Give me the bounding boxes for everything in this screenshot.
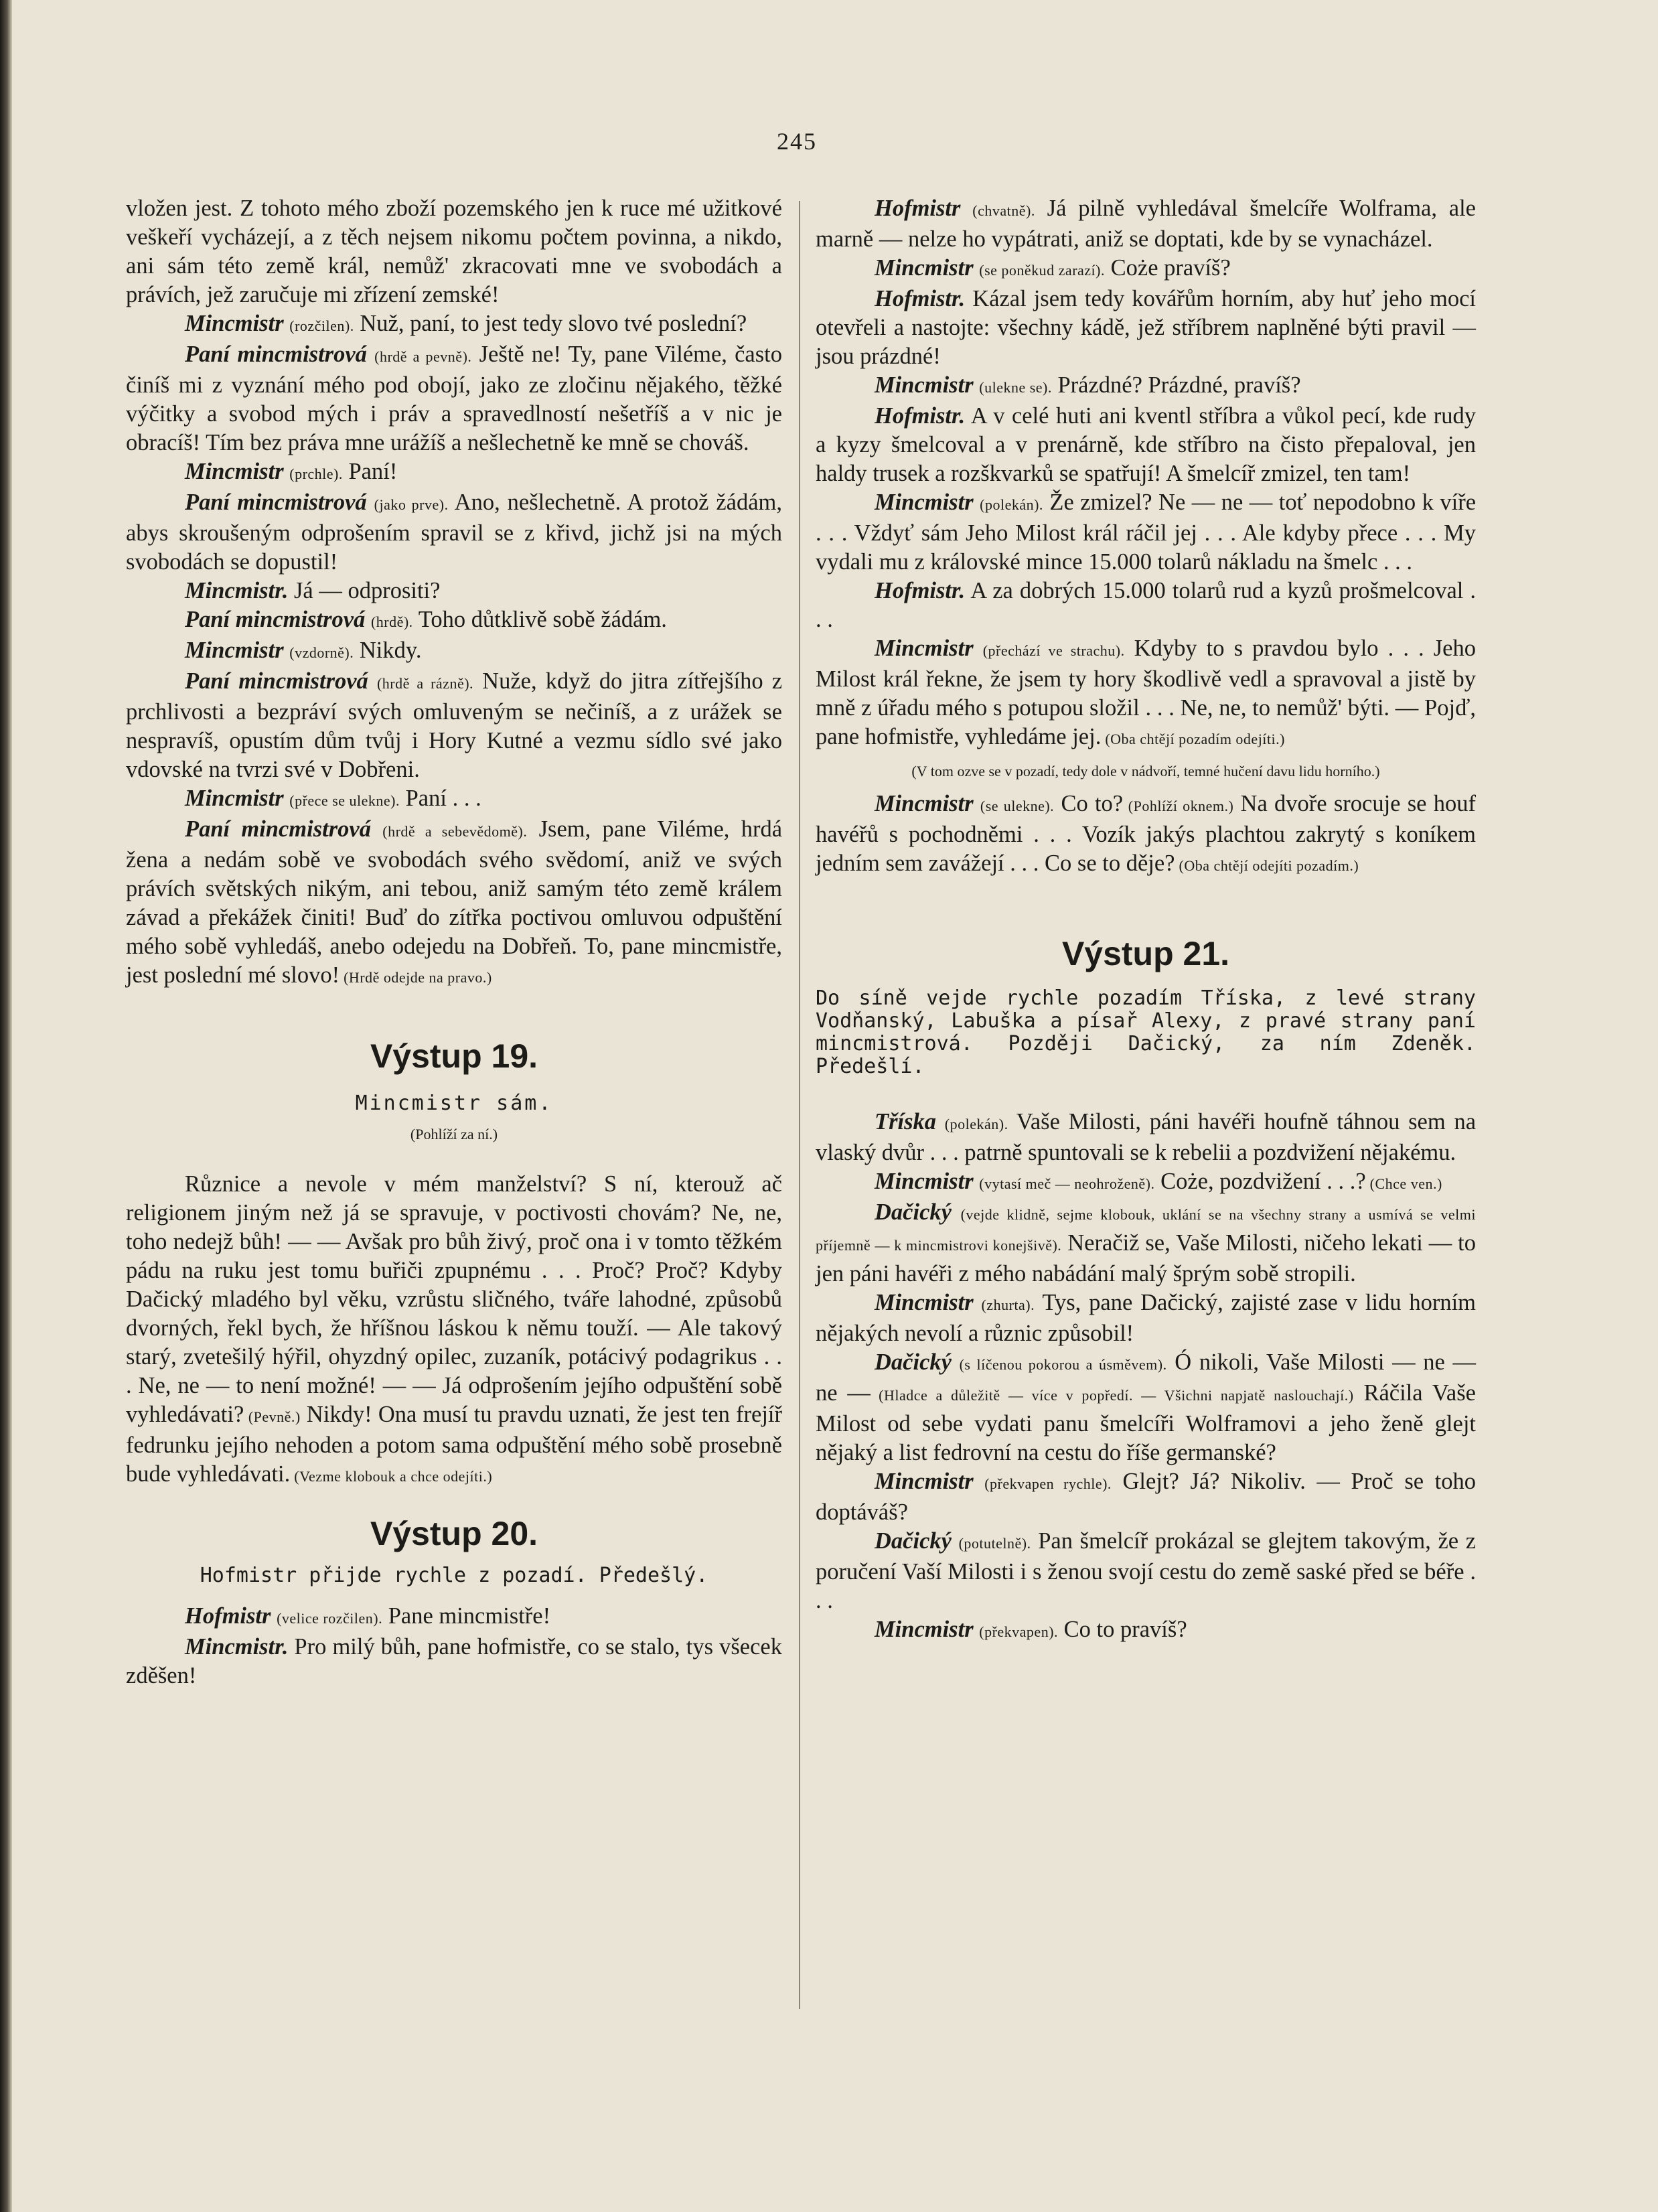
dialogue-text: Co to? bbox=[1054, 791, 1124, 816]
speaker: Mincmistr bbox=[875, 1169, 974, 1194]
speaker: Mincmistr bbox=[875, 636, 974, 661]
stage-direction: (ulekne se). bbox=[979, 379, 1052, 396]
dialogue-text: Pan šmelcíř prokázal se glejtem takovým, že z poručení Vaší Milosti i s ženou svojí cestu do země saské před se béře . . . bbox=[816, 1528, 1477, 1613]
dialogue-text: A za dobrých 15.000 tolarů rud a kyzů prošmelcoval . . . bbox=[816, 578, 1476, 632]
left-column bbox=[126, 194, 782, 1690]
dialogue-text: Tys, pane Dačický, zajisté zase v lidu horním nějakých nevolí a různic způsobil! bbox=[816, 1290, 1476, 1346]
scene-cast: Mincmistr sám. bbox=[355, 1092, 553, 1115]
dialogue-text: Coże, pozdvižení . . .? bbox=[1154, 1169, 1366, 1194]
dialogue-text: Jsem, pane Viléme, hrdá žena a nedám sobě ve svobodách svého svědomí, aniž ve svých právích světských nikým, ani tebou, aniž samým této země králem závad a překážek činiti! Buď do zítřka poctivou omluvou odpuštění mého sobě vyhledáš, anebo odejedu na Dobřeň. To, pane mincmistře, jest poslední mé slovo! bbox=[126, 816, 783, 988]
dialogue-text: A v celé huti ani kventl stříbra a vůkol pecí, kde rudy a kyzy šmelcoval a v prenárně, kde stříbro na čisto přepaloval, jen haldy trusek a rozškvarků se spatřují! A šmelcíř zmizel, ten tam! bbox=[816, 403, 1476, 486]
dialogue-line bbox=[816, 194, 1476, 254]
dialogue-line bbox=[126, 667, 782, 784]
dialogue-line bbox=[126, 815, 782, 992]
stage-direction: (Oba chtějí pozadím odejíti.) bbox=[1101, 731, 1285, 747]
dialogue-text: Nuže, když do jitra zítřejšího z prchlivosti a bezpráví svých omluveným se nečiníš, a z urážek se nespravíš, opustím dům tvůj i Hory Kutné a vezmu sídlo své jako vdovské na tvrzi své v Dobřeni. bbox=[126, 668, 783, 782]
stage-direction: (Pohlíží za ní.) bbox=[410, 1126, 498, 1142]
scene-heading: Výstup 21. bbox=[1061, 935, 1230, 972]
stage-direction: (s líčenou pokorou a úsměvem). bbox=[959, 1356, 1167, 1373]
speaker: Tříska bbox=[875, 1109, 937, 1134]
dialogue-line bbox=[816, 1467, 1476, 1527]
dialogue-line bbox=[816, 1288, 1476, 1348]
dialogue-text: Já pilně vyhledával šmelcíře Wolframa, ale marně — nelze ho vypátrati, aniž se doptati, kde by se vynacházel. bbox=[816, 196, 1476, 252]
stage-direction: (přece se ulekne). bbox=[289, 792, 400, 809]
dialogue-text: Nuž, paní, to jest tedy slovo tvé poslední? bbox=[354, 311, 747, 336]
stage-direction: (se ulekne). bbox=[980, 798, 1055, 814]
dialogue-text: Vaše Milosti, páni havéři houfně táhnou sem na vlaský dvůr . . . patrně spuntovali se k rebelii a pozdvižení nějakému. bbox=[816, 1109, 1477, 1165]
stage-direction: (polekán). bbox=[980, 496, 1043, 513]
dialogue-line bbox=[816, 577, 1476, 634]
stage-direction: (chvatně). bbox=[972, 202, 1035, 219]
speaker: Mincmistr. bbox=[185, 578, 289, 603]
speaker: Mincmistr bbox=[875, 490, 974, 515]
scene-cast: Hofmistr přijde rychle z pozadí. Předešlý. bbox=[200, 1564, 708, 1587]
dialogue-text: Ještě ne! Ty, pane Viléme, často činíš mi z vyznání mého pod obojí, jako ze zločinu nějakého, těžké výčitky a svobod mých i práv a spravedlností nešetříš a v nic je obracíš! Tím bez práva mne urážíš a nešlechetně ke mně se chováš. bbox=[126, 342, 783, 455]
dialogue-text: Glejt? Já? Nikoliv. — Proč se toho doptáváš? bbox=[816, 1469, 1476, 1525]
stage-direction: (vzdorně). bbox=[289, 644, 354, 661]
dialogue-text: Ráčila Vaše Milost od sebe vydati panu šmelcíři Wolframovi a jeho ženě glejt nějaký a list fedrovní na cestu do říše germanské? bbox=[816, 1380, 1476, 1465]
speaker: Mincmistr bbox=[875, 255, 974, 281]
dialogue-line bbox=[816, 1348, 1476, 1467]
speaker: Hofmistr bbox=[875, 196, 961, 221]
speaker: Dačický bbox=[875, 1199, 952, 1225]
dialogue-text: Paní . . . bbox=[400, 786, 481, 811]
dialogue-line bbox=[126, 309, 782, 340]
dialogue-text: Ano, nešlechetně. A protož žádám, abys skroušeným odprošením spravil se z křivd, jichž jsi na mých svobodách se dopustil! bbox=[126, 490, 782, 575]
speaker: Mincmistr bbox=[875, 1290, 974, 1315]
dialogue-line bbox=[816, 1615, 1476, 1646]
dialogue-line bbox=[816, 1108, 1476, 1167]
speaker: Mincmistr bbox=[875, 372, 974, 398]
dialogue-line bbox=[126, 340, 782, 457]
dialogue-line bbox=[126, 636, 782, 667]
dialogue-line bbox=[816, 371, 1476, 402]
dialogue-text: Na dvoře srocuje se houf havéřů s pochodněmi . . . Vozík jakýs plachtou zakrytý s koníkem jedním sem zavážejí . . . Co se to děje? bbox=[816, 791, 1476, 876]
column-divider bbox=[799, 201, 800, 2009]
dialogue-text: Kdyby to s pravdou bylo . . . Jeho Milost král řekne, že jsem ty hory škodlivě vedl a spravoval a jistě by mně z úřadu mého s potupou složil . . . Ne, ne, to nemůž' býti. — Pojď, pane hofmistře, vyhledáme jej. bbox=[816, 636, 1476, 749]
speaker: Mincmistr bbox=[875, 1469, 974, 1494]
speaker: Dačický bbox=[875, 1528, 952, 1554]
speaker: Mincmistr. bbox=[185, 1634, 289, 1660]
dialogue-line bbox=[126, 605, 782, 636]
stage-direction: (zhurta). bbox=[981, 1297, 1035, 1313]
stage-direction: (Vezme klobouk a chce odejíti.) bbox=[290, 1468, 493, 1485]
speaker: Paní mincmistrová bbox=[185, 342, 367, 367]
speaker: Paní mincmistrová bbox=[185, 668, 368, 694]
stage-direction: (hrdě a rázně). bbox=[376, 675, 474, 692]
stage-direction: (vejde klidně, sejme klobouk, uklání se na všechny strany a usmívá se velmi příjemně — k mincmistrovi konejšivě). bbox=[816, 1206, 1476, 1254]
dialogue-line bbox=[126, 1633, 782, 1690]
dialogue-text: Toho důtklivě sobě žádám. bbox=[412, 607, 667, 632]
speaker: Dačický bbox=[875, 1349, 952, 1375]
dialogue-line bbox=[816, 790, 1476, 880]
dialogue-line bbox=[816, 254, 1476, 285]
speaker: Paní mincmistrová bbox=[185, 607, 366, 632]
dialogue-line bbox=[816, 1527, 1476, 1615]
stage-direction: (Oba chtějí odejíti pozadím.) bbox=[1175, 857, 1359, 874]
stage-direction: (vytasí meč — neohroženě). bbox=[979, 1175, 1155, 1192]
dialogue-line bbox=[126, 1602, 782, 1633]
stage-direction: (se poněkud zarazí). bbox=[979, 262, 1105, 279]
monologue bbox=[126, 1170, 782, 1491]
stage-direction: (Pevně.) bbox=[244, 1408, 301, 1425]
dialogue-text: Já — odprositi? bbox=[288, 578, 441, 603]
dialogue-text: Nikdy! Ona musí tu pravdu uznati, že jest ten frejíř fedrunku jejího nehoden a potom sama odpuštění mého sobě prosebně bude vyhledávati. bbox=[126, 1402, 782, 1487]
stage-direction: (rozčilen). bbox=[289, 317, 354, 334]
speaker: Hofmistr. bbox=[875, 578, 966, 603]
page-number: 245 bbox=[777, 128, 817, 155]
speaker: Mincmistr bbox=[185, 638, 284, 663]
dialogue-line bbox=[816, 1167, 1476, 1198]
scene-heading: Výstup 20. bbox=[370, 1515, 538, 1552]
right-column bbox=[816, 194, 1476, 1646]
dialogue-text: Prázdné? Prázdné, pravíš? bbox=[1051, 372, 1301, 398]
dialogue-text: Coże pravíš? bbox=[1105, 255, 1231, 281]
dialogue-line bbox=[126, 577, 782, 605]
stage-direction: (jako prve). bbox=[374, 496, 449, 513]
stage-direction: (překvapen rychle). bbox=[984, 1475, 1112, 1492]
dialogue-text: Paní! bbox=[342, 459, 398, 484]
stage-direction: (potutelně). bbox=[958, 1535, 1031, 1552]
dialogue-line bbox=[816, 634, 1476, 753]
stage-direction: (Chce ven.) bbox=[1365, 1175, 1442, 1192]
dialogue-text: Kázal jsem tedy kovářům horním, aby huť jeho mocí otevřeli a nastojte: všechny kádě, jež stříbrem naplněné býti pravil — jsou prázdné! bbox=[816, 286, 1476, 369]
speaker: Hofmistr. bbox=[875, 286, 966, 311]
stage-direction: (přechází ve strachu). bbox=[982, 642, 1125, 659]
stage-direction: (Hladce a důležitě — více v popředí. — Všichni napjatě naslouchají.) bbox=[870, 1387, 1354, 1404]
speaker: Mincmistr bbox=[875, 791, 974, 816]
dialogue-text: Co to pravíš? bbox=[1058, 1617, 1187, 1642]
speaker: Paní mincmistrová bbox=[185, 490, 367, 515]
stage-direction: (velice rozčilen). bbox=[277, 1610, 383, 1627]
speaker: Mincmistr bbox=[185, 311, 284, 336]
stage-direction: (Hrdě odejde na pravo.) bbox=[340, 969, 492, 986]
speaker: Hofmistr. bbox=[875, 403, 966, 429]
dialogue-line bbox=[816, 1198, 1476, 1288]
paragraph: vložen jest. Z tohoto mého zboží pozemského jen k ruce mé užitkové veškeří vycházejí, a z těch nejsem nikomu počtem povinna, a nikdo, ani sám této země král, nemůž' zkracovati mne ve svobodách a právích, jež zaručuje mi zřízení zemské! bbox=[126, 196, 782, 307]
stage-direction: (hrdě a sebevědomě). bbox=[382, 823, 528, 840]
scene-heading: Výstup 19. bbox=[370, 1037, 538, 1075]
page-gutter-shadow bbox=[0, 0, 12, 2212]
dialogue-line bbox=[816, 402, 1476, 488]
dialogue-line bbox=[126, 488, 782, 577]
stage-direction: (prchle). bbox=[289, 465, 343, 482]
stage-direction: (překvapen). bbox=[979, 1623, 1059, 1640]
dialogue-text: Neračiž se, Vaše Milosti, ničeho lekati — to jen páni havéři z mého nabádání malý šprým sobě stropili. bbox=[816, 1230, 1476, 1286]
dialogue-line bbox=[126, 457, 782, 488]
speaker: Mincmistr bbox=[875, 1617, 974, 1642]
dialogue-text: Ó nikoli, Vaše Milosti — ne — ne — bbox=[816, 1349, 1477, 1406]
dialogue-line bbox=[126, 784, 782, 815]
dialogue-text: Pane mincmistře! bbox=[382, 1603, 551, 1629]
dialogue-text: Nikdy. bbox=[354, 638, 422, 663]
stage-direction: (Pohlíží oknem.) bbox=[1123, 798, 1234, 814]
stage-direction: (V tom ozve se v pozadí, tedy dole v nádvoří, temné hučení davu lidu horního.) bbox=[911, 763, 1380, 780]
stage-direction: (hrdě). bbox=[370, 613, 413, 630]
scene-cast: Do síně vejde rychle pozadím Tříska, z levé strany Vodňanský, Labuška a písař Alexy, z pravé strany paní mincmistrová. Později Dačický, za ním Zdeněk. Předešlí. bbox=[816, 986, 1476, 1078]
dialogue-text: Že zmizel? Ne — ne — toť nepodobno k víře . . . Vždyť sám Jeho Milost král ráčil jej . . . Ale kdyby přece . . . My vydali mu z královské mince 15.000 tolarů nákladu na šmelc . . . bbox=[816, 490, 1477, 575]
speaker: Paní mincmistrová bbox=[185, 816, 371, 842]
speaker: Hofmistr bbox=[185, 1603, 271, 1629]
dialogue-text: Různice a nevole v mém manželství? S ní, kterouž ač religionem jiným než já se spravuje, v poctivosti chovám? Ne, ne, toho nedejž bůh! — — Avšak pro bůh živý, proč ona i v tomto těžkém pádu na ruku jest tomu buřiči zpupnému . . . Proč? Proč? Kdyby Dačický mladého byl věku, vzrůstu sličného, tváře lahodné, způsobů dvorných, řekl bych, že hříšnou láskou k němu touží. — Ale takový starý, zvetešilý hýřil, ohyzdný opilec, zuzaník, potácivý podagrikus . . . Ne, ne — to není možné! — — Já odprošením jejího odpuštění sobě vyhledávati? bbox=[126, 1171, 782, 1427]
stage-direction: (polekán). bbox=[944, 1116, 1008, 1132]
stage-direction: (hrdě a pevně). bbox=[374, 348, 472, 365]
dialogue-text: Pro milý bůh, pane hofmistře, co se stalo, tys všecek zděšen! bbox=[126, 1634, 782, 1688]
dialogue-line bbox=[816, 488, 1476, 577]
dialogue-line bbox=[816, 285, 1476, 371]
speaker: Mincmistr bbox=[185, 786, 284, 811]
speaker: Mincmistr bbox=[185, 459, 284, 484]
